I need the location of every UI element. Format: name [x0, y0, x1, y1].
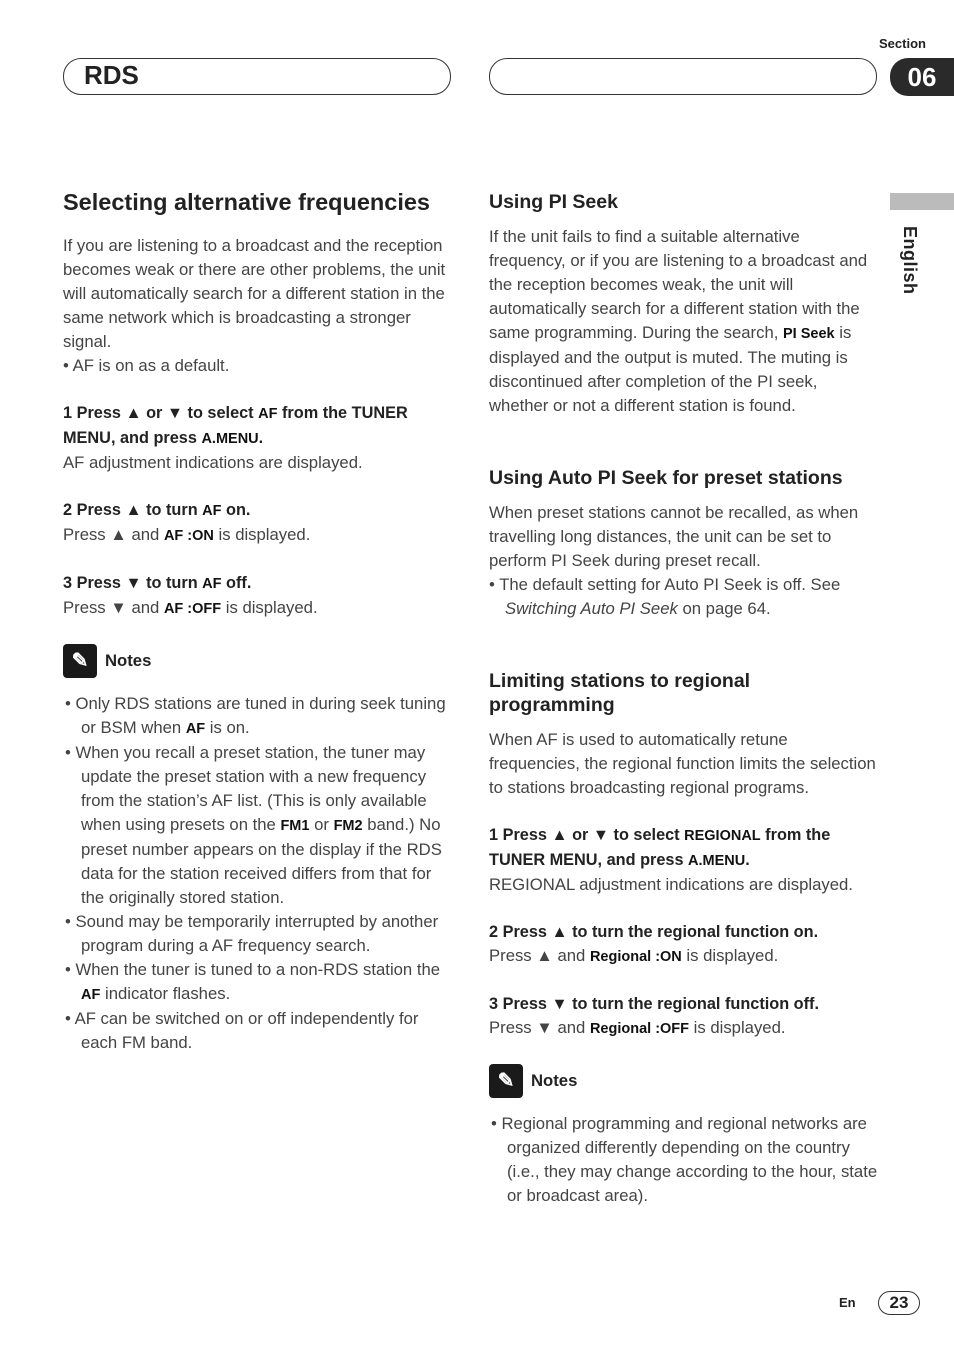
- step-1-result: AF adjustment indications are displayed.: [63, 453, 363, 472]
- auto-pi-seek-heading: Using Auto PI Seek for preset stations: [489, 467, 843, 489]
- pi-seek-paragraph: If the unit fails to find a suitable alternative frequency, or if you are listening to a broadcast and the reception becomes weak, the unit will automatically search for a different station with the same programming. During the search, PI Seek is displayed and the output is muted. The muting is discontinued after completion of the PI seek, whether or not a different station is found.: [489, 227, 868, 415]
- note-item: • Regional programming and regional networks are organized differently depending on the country (i.e., they may change according to the hour, state or broadcast area).: [491, 1114, 878, 1205]
- right-column: [489, 190, 881, 1208]
- page-number-text: 23: [889, 1293, 909, 1312]
- section-number: 06: [907, 61, 937, 92]
- language-label: English: [900, 226, 920, 295]
- auto-pi-seek-bullet: • The default setting for Auto PI Seek is off. See Switching Auto PI Seek on page 64.: [489, 575, 841, 618]
- step-3-instruction: 3 Press ▼ to turn AF off.: [63, 574, 252, 592]
- regional-step-3-instruction: 3 Press ▼ to turn the regional function off.: [489, 995, 819, 1013]
- regional-step-1-instruction: 1 Press ▲ or ▼ to select REGIONAL from the TUNER MENU, and press A.MENU.: [489, 826, 831, 869]
- pi-seek-heading: Using PI Seek: [489, 191, 618, 213]
- regional-heading: Limiting stations to regional programming: [489, 670, 751, 716]
- regional-step-1-result: REGIONAL adjustment indications are displayed.: [489, 875, 853, 894]
- pencil-icon: ✎: [63, 644, 97, 678]
- note-item: • When the tuner is tuned to a non-RDS station the AF indicator flashes.: [65, 960, 441, 1003]
- header-box-right: [489, 58, 877, 95]
- section-label: Section: [879, 36, 926, 51]
- regional-notes-list: [489, 1112, 881, 1208]
- page-title: RDS: [84, 60, 139, 90]
- note-item: • Only RDS stations are tuned in during seek tuning or BSM when AF is on.: [65, 694, 446, 737]
- regional-step-2-instruction: 2 Press ▲ to turn the regional function on.: [489, 923, 819, 941]
- language-tab: [890, 193, 954, 210]
- note-item: • AF can be switched on or off independently for each FM band.: [65, 1009, 419, 1052]
- regional-step-2-result: Press ▲ and Regional :ON is displayed.: [489, 946, 779, 965]
- notes-label: Notes: [531, 1071, 578, 1090]
- page-number: [878, 1291, 920, 1315]
- notes-header: [63, 644, 455, 678]
- notes-label: Notes: [105, 651, 152, 670]
- section-number-tab: [890, 58, 954, 96]
- notes-list: [63, 692, 455, 1055]
- intro-bullet: • AF is on as a default.: [63, 356, 230, 375]
- note-item: • When you recall a preset station, the tuner may update the preset station with a new frequency from the station’s AF list. (This is only available when using presets on the FM1 or FM2 band.) No preset number appears on the display if the RDS data for the station received differs from that for the originally stored station.: [65, 743, 442, 907]
- auto-pi-seek-paragraph: When preset stations cannot be recalled, as when travelling long distances, the unit can be set to perform PI Seek during preset recall.: [489, 503, 859, 570]
- regional-step-3-result: Press ▼ and Regional :OFF is displayed.: [489, 1018, 786, 1037]
- regional-notes-header: [489, 1064, 881, 1098]
- step-1-instruction: 1 Press ▲ or ▼ to select AF from the TUNER MENU, and press A.MENU.: [63, 404, 408, 447]
- step-2-result: Press ▲ and AF :ON is displayed.: [63, 525, 311, 544]
- left-column: [63, 188, 455, 1055]
- note-item: • Sound may be temporarily interrupted by another program during a AF frequency search.: [65, 912, 439, 955]
- step-3-result: Press ▼ and AF :OFF is displayed.: [63, 598, 318, 617]
- pencil-icon: ✎: [489, 1064, 523, 1098]
- intro-paragraph: If you are listening to a broadcast and the reception becomes weak or there are other problems, the unit will automatically search for a different station in the same network which is broadcasting a stronger signal.: [63, 236, 446, 351]
- language-code: En: [839, 1295, 856, 1310]
- regional-paragraph: When AF is used to automatically retune frequencies, the regional function limits the selection to stations broadcasting regional programs.: [489, 730, 876, 797]
- step-2-instruction: 2 Press ▲ to turn AF on.: [63, 501, 251, 519]
- section-heading: Selecting alternative frequencies: [63, 189, 431, 215]
